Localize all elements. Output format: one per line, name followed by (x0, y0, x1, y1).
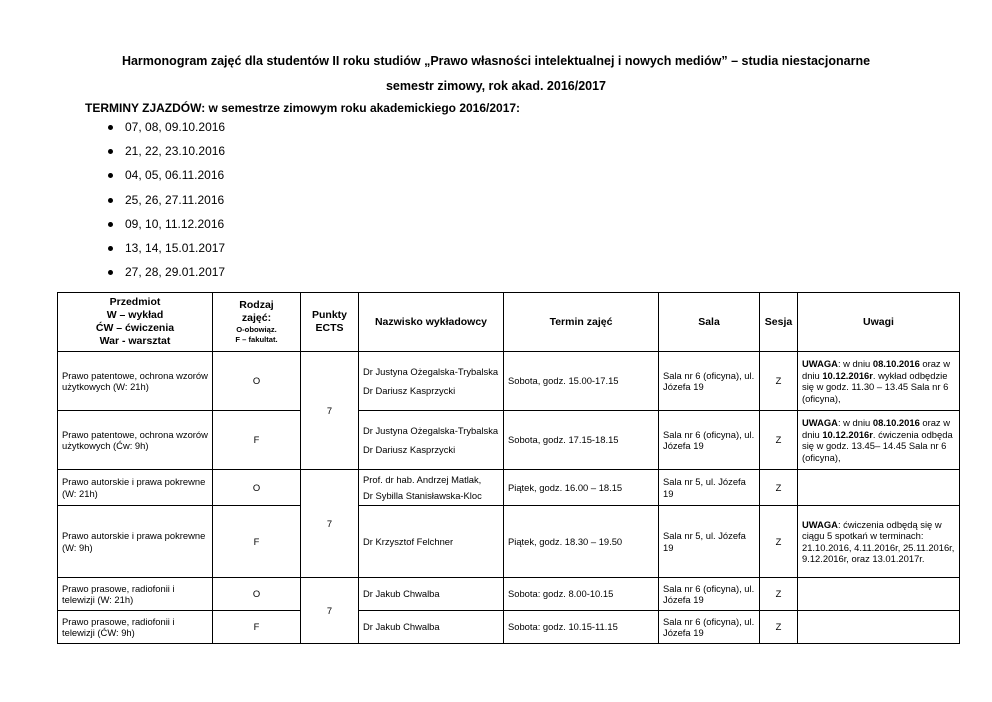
notes-cell (798, 470, 960, 506)
term-cell: Piątek, godz. 16.00 – 18.15 (504, 470, 659, 506)
list-item: 21, 22, 23.10.2016 (85, 139, 225, 163)
session-cell: Z (760, 470, 798, 506)
ects-cell: 7 (301, 352, 359, 470)
term-cell: Sobota: godz. 8.00-10.15 (504, 578, 659, 611)
header-lecturer: Nazwisko wykładowcy (359, 293, 504, 352)
type-cell: F (213, 506, 301, 578)
lecturer-cell: Prof. dr hab. Andrzej Matlak, Dr Sybilla Stanisławska-Kloc (359, 470, 504, 506)
list-item: 13, 14, 15.01.2017 (85, 236, 225, 260)
lecturer-cell: Dr Jakub Chwalba (359, 578, 504, 611)
notes-cell: UWAGA: w dniu 08.10.2016 oraz w dniu 10.12.2016r. wykład odbędzie się w godz. 11.30 – 13.45 Sala nr 6 (oficyna), (798, 352, 960, 411)
header-type: Rodzaj zajęć: O-obowiąz. F – fakultat. (213, 293, 301, 352)
term-cell: Piątek, godz. 18.30 – 19.50 (504, 506, 659, 578)
subject-cell: Prawo patentowe, ochrona wzorów użytkowych (W: 21h) (58, 352, 213, 411)
terms-heading: TERMINY ZJAZDÓW: w semestrze zimowym roku akademickiego 2016/2017: (85, 101, 521, 115)
list-item: 25, 26, 27.11.2016 (85, 188, 225, 212)
header-room: Sala (659, 293, 760, 352)
header-term: Termin zajęć (504, 293, 659, 352)
table-row (58, 506, 960, 578)
header-notes: Uwagi (798, 293, 960, 352)
session-dates-list (85, 115, 225, 284)
table-row (58, 611, 960, 644)
table-row (58, 352, 960, 411)
header-subject: Przedmiot W – wykład ĆW – ćwiczenia War - warsztat (58, 293, 213, 352)
lecturer-cell: Dr Justyna Ożegalska-Trybalska Dr Dariusz Kasprzycki (359, 411, 504, 470)
session-cell: Z (760, 611, 798, 644)
subject-cell: Prawo patentowe, ochrona wzorów użytkowych (Ćw: 9h) (58, 411, 213, 470)
list-item: 04, 05, 06.11.2016 (85, 163, 225, 187)
session-cell: Z (760, 411, 798, 470)
subject-cell: Prawo prasowe, radiofonii i telewizji (ĆW: 9h) (58, 611, 213, 644)
room-cell: Sala nr 6 (oficyna), ul. Józefa 19 (659, 411, 760, 470)
list-item: 09, 10, 11.12.2016 (85, 212, 225, 236)
document-title: Harmonogram zajęć dla studentów II roku studiów „Prawo własności intelektualnej i nowych mediów” – studia niestacjonarne (121, 54, 871, 68)
room-cell: Sala nr 5, ul. Józefa 19 (659, 470, 760, 506)
subject-cell: Prawo autorskie i prawa pokrewne (W: 9h) (58, 506, 213, 578)
notes-cell (798, 611, 960, 644)
session-cell: Z (760, 578, 798, 611)
session-cell: Z (760, 506, 798, 578)
semester-subtitle: semestr zimowy, rok akad. 2016/2017 (385, 79, 607, 93)
type-cell: O (213, 352, 301, 411)
term-cell: Sobota, godz. 15.00-17.15 (504, 352, 659, 411)
header-ects: Punkty ECTS (301, 293, 359, 352)
type-cell: O (213, 578, 301, 611)
notes-cell: UWAGA: w dniu 08.10.2016 oraz w dniu 10.12.2016r. ćwiczenia odbęda się w godz. 13.45– 14.45 Sala nr 6 (oficyna), (798, 411, 960, 470)
schedule-table (57, 292, 960, 644)
term-cell: Sobota, godz. 17.15-18.15 (504, 411, 659, 470)
list-item: 07, 08, 09.10.2016 (85, 115, 225, 139)
lecturer-cell: Dr Krzysztof Felchner (359, 506, 504, 578)
header-session: Sesja (760, 293, 798, 352)
ects-cell: 7 (301, 470, 359, 578)
term-cell: Sobota: godz. 10.15-11.15 (504, 611, 659, 644)
type-cell: O (213, 470, 301, 506)
type-cell: F (213, 611, 301, 644)
notes-cell: UWAGA: ćwiczenia odbędą się w ciągu 5 spotkań w terminach: 21.10.2016, 4.11.2016r, 25.11.2016r, 9.12.2016r, oraz 13.01.2017r. (798, 506, 960, 578)
room-cell: Sala nr 5, ul. Józefa 19 (659, 506, 760, 578)
room-cell: Sala nr 6 (oficyna), ul. Józefa 19 (659, 611, 760, 644)
notes-cell (798, 578, 960, 611)
ects-cell: 7 (301, 578, 359, 644)
table-row (58, 411, 960, 470)
type-cell: F (213, 411, 301, 470)
lecturer-cell: Dr Justyna Ożegalska-Trybalska Dr Dariusz Kasprzycki (359, 352, 504, 411)
room-cell: Sala nr 6 (oficyna), ul. Józefa 19 (659, 352, 760, 411)
room-cell: Sala nr 6 (oficyna), ul. Józefa 19 (659, 578, 760, 611)
list-item: 27, 28, 29.01.2017 (85, 260, 225, 284)
table-header-row (58, 293, 960, 352)
subject-cell: Prawo prasowe, radiofonii i telewizji (W: 21h) (58, 578, 213, 611)
subject-cell: Prawo autorskie i prawa pokrewne (W: 21h) (58, 470, 213, 506)
table-row (58, 578, 960, 611)
session-cell: Z (760, 352, 798, 411)
table-row (58, 470, 960, 506)
lecturer-cell: Dr Jakub Chwalba (359, 611, 504, 644)
